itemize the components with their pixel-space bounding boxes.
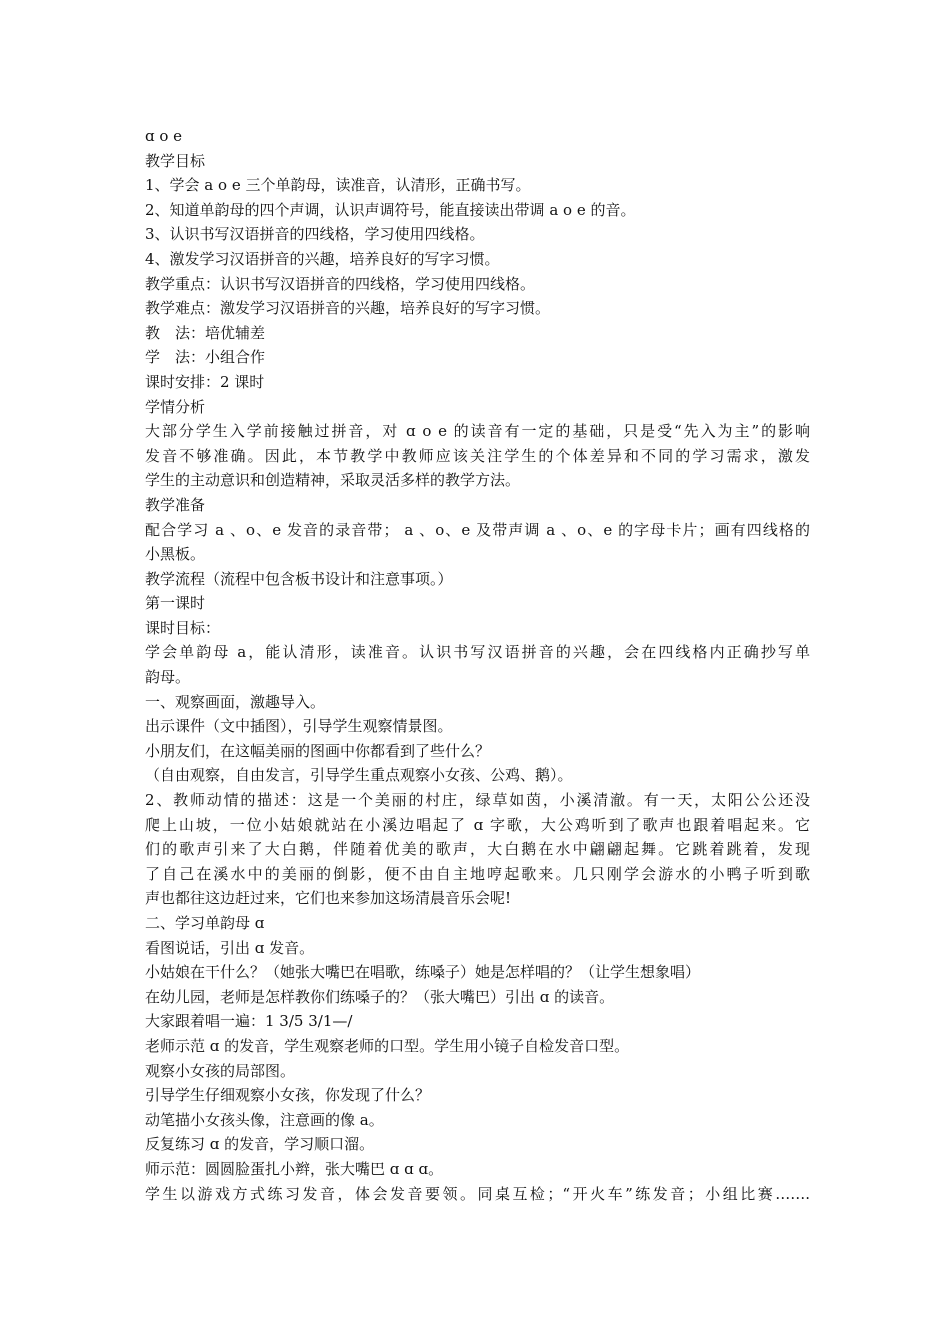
document-line: 师示范：圆圆脸蛋扎小辫，张大嘴巴 ɑ ɑ ɑ。: [145, 1159, 444, 1178]
document-line: 引导学生仔细观察小女孩，你发现了什么？: [145, 1086, 431, 1105]
document-line: 1、学会 a o e 三个单韵母，读准音，认清形，正确书写。: [145, 176, 531, 195]
document-line: 二、学习单韵母 ɑ: [145, 914, 265, 932]
document-line: 动笔描小女孩头像，注意画的像 a。: [145, 1110, 384, 1129]
document-line: 3、认识书写汉语拼音的四线格，学习使用四线格。: [145, 225, 485, 244]
document-line: （自由观察，自由发言，引导学生重点观察小女孩、公鸡、鹅）。: [145, 766, 573, 785]
document-line: 2、教师动情的描述：这是一个美丽的村庄，绿草如茵，小溪清澈。有一天，太阳公公还没: [145, 791, 810, 810]
document-line: 学情分析: [145, 397, 206, 416]
document-line: 们的歌声引来了大白鹅，伴随着优美的歌声，大白鹅在水中翩翩起舞。它跳着跳着，发现: [145, 840, 810, 859]
document-line: 教学重点：认识书写汉语拼音的四线格，学习使用四线格。: [145, 274, 536, 293]
document-line: 第一课时: [145, 594, 206, 613]
document-line: 2、知道单韵母的四个声调，认识声调符号，能直接读出带调 a o e 的音。: [145, 200, 636, 219]
document-line: 教学准备: [145, 495, 206, 514]
document-line: 学 法：小组合作: [145, 348, 266, 367]
document-line: 小姑娘在干什么？（她张大嘴巴在唱歌，练嗓子）她是怎样唱的？（让学生想象唱）: [145, 963, 701, 982]
document-line: ɑ o e: [145, 127, 183, 145]
document-line: 小黑板。: [145, 545, 206, 564]
document-line: 大家跟着唱一遍：1 3/5 3/1—/: [145, 1012, 353, 1031]
document-page: [145, 124, 810, 1206]
document-line: 学会单韵母 a，能认清形，读准音。认识书写汉语拼音的兴趣，会在四线格内正确抄写单: [145, 643, 810, 662]
document-line: 小朋友们，在这幅美丽的图画中你都看到了些什么？: [145, 741, 491, 760]
document-line: 一、观察画面，激趣导入。: [145, 692, 326, 711]
document-line: 看图说话，引出 ɑ 发音。: [145, 938, 315, 957]
document-line: 在幼儿园，老师是怎样教你们练嗓子的？（张大嘴巴）引出 ɑ 的读音。: [145, 987, 615, 1006]
document-line: 课时安排：2 课时: [145, 372, 265, 391]
document-line: 教学流程（流程中包含板书设计和注意事项。）: [145, 569, 453, 588]
document-line: 4、激发学习汉语拼音的兴趣，培养良好的写字习惯。: [145, 249, 500, 268]
document-line: 教学目标: [145, 151, 206, 170]
document-line: 配合学习 a 、o、e 发音的录音带； a 、o、e 及带声调 a 、o、e 的字母卡片；画有四线格的: [145, 520, 810, 539]
document-line: 发音不够准确。因此，本节教学中教师应该关注学生的个体差异和不同的学习需求，激发: [145, 446, 810, 465]
document-line: 反复练习 ɑ 的发音，学习顺口溜。: [145, 1135, 375, 1154]
document-line: 学生的主动意识和创造精神，采取灵活多样的教学方法。: [145, 471, 521, 490]
document-line: 课时目标：: [145, 618, 221, 637]
document-line: 爬上山坡，一位小姑娘就站在小溪边唱起了 ɑ 字歌，大公鸡听到了歌声也跟着唱起来。它: [145, 815, 810, 834]
document-line: 了自己在溪水中的美丽的倒影，便不由自主地哼起歌来。几只刚学会游水的小鸭子听到歌: [145, 864, 810, 883]
document-line: 教 法：培优辅差: [145, 323, 266, 342]
document-line: 大部分学生入学前接触过拼音，对 ɑ o e 的读音有一定的基础，只是受“先入为主”的影响: [145, 422, 810, 441]
document-line: 学生以游戏方式练习发音，体会发音要领。同桌互检；“开火车”练发音；小组比赛…….: [145, 1184, 810, 1203]
document-line: 声也都往这边赶过来，它们也来参加这场清晨音乐会呢!: [145, 889, 512, 908]
document-line: 老师示范 ɑ 的发音，学生观察老师的口型。学生用小镜子自检发音口型。: [145, 1036, 630, 1055]
document-line: 教学难点：激发学习汉语拼音的兴趣，培养良好的写字习惯。: [145, 299, 551, 318]
document-line: 出示课件（文中插图），引导学生观察情景图。: [145, 717, 453, 736]
document-line: 韵母。: [145, 668, 191, 687]
document-line: 观察小女孩的局部图。: [145, 1061, 296, 1080]
